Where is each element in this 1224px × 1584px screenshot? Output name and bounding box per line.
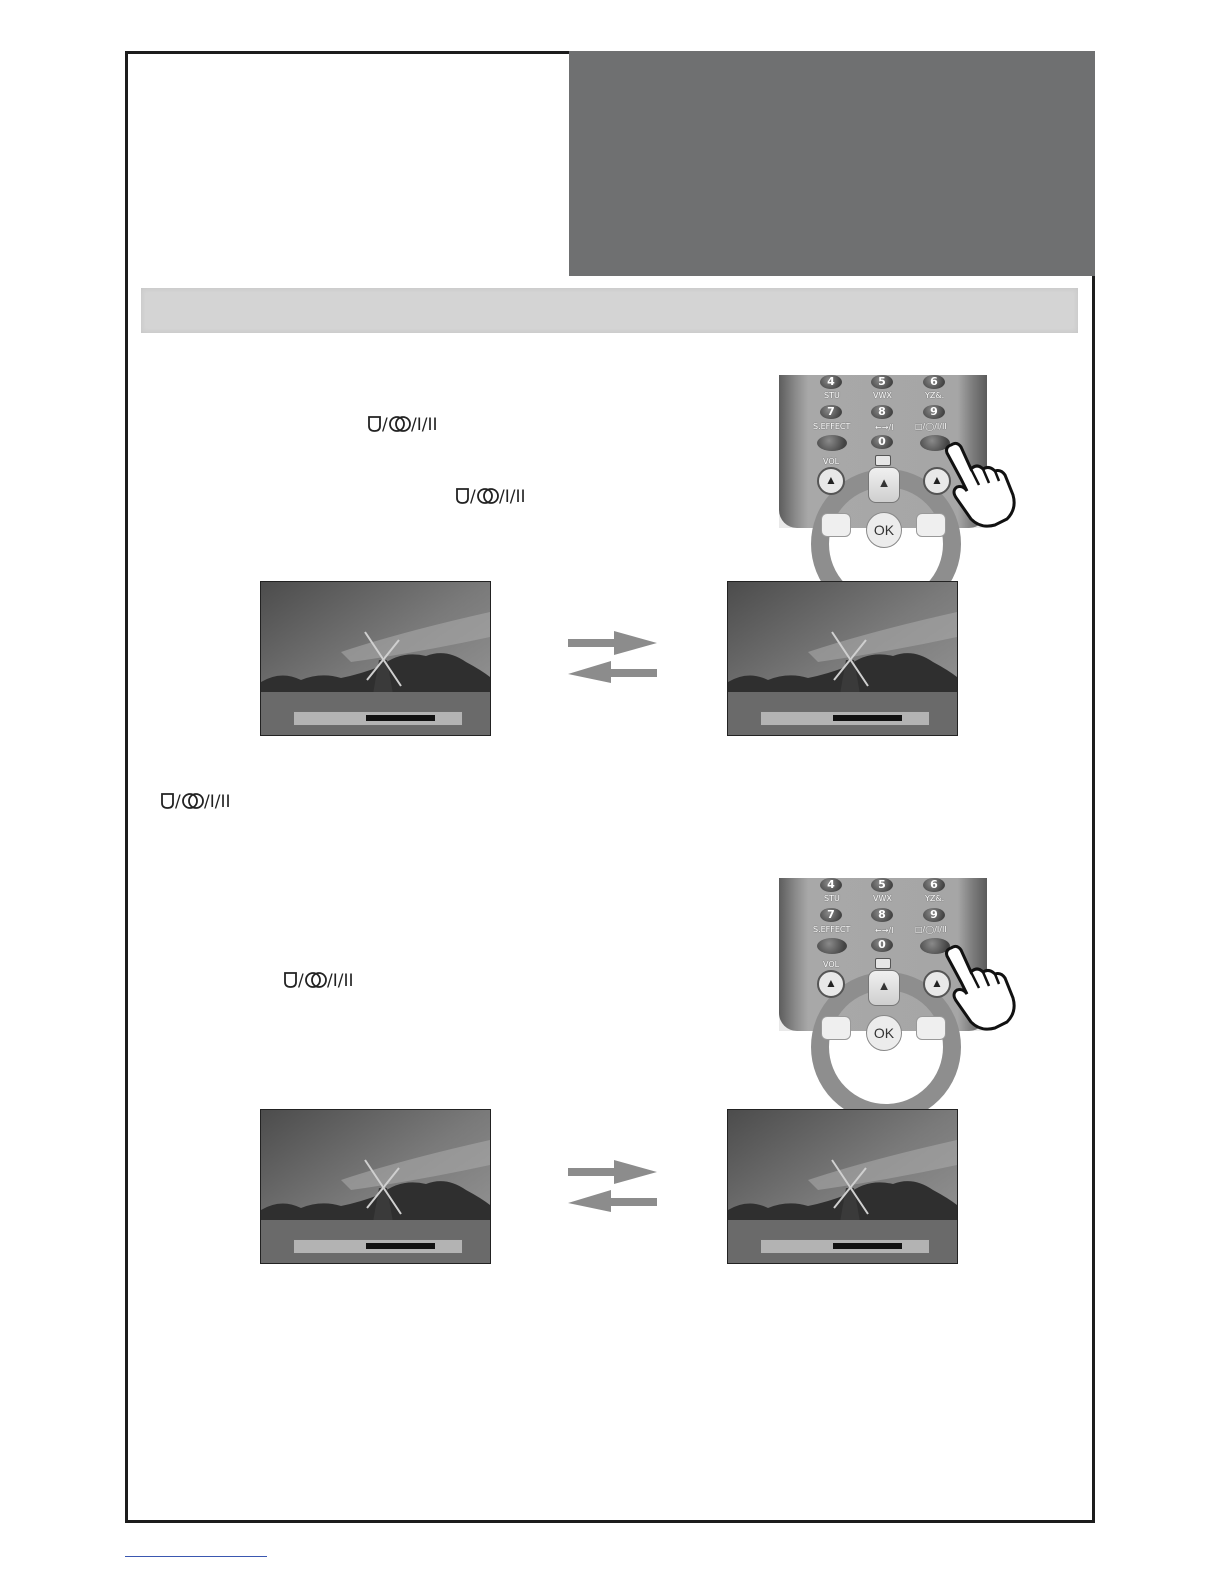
header-block [569,51,1095,276]
audio-mode-symbol [283,970,365,995]
key-8: 8 [871,908,893,922]
key-0: 0 [871,435,893,449]
channel-up-button: ▲ [868,970,900,1006]
tv-screen-left [260,1109,491,1264]
key-5: 5 [871,878,893,892]
osd-level [366,1243,435,1249]
key-7-label: S.EFFECT [813,422,851,431]
key-6-label: YZ&. [925,391,945,400]
key-4: 4 [820,878,842,892]
key-9-label: □/◯/I/II [915,925,947,934]
key-0: 0 [871,938,893,952]
s-effect-key [817,435,847,451]
svg-text:/I/II: /I/II [499,487,526,507]
key-6: 6 [923,878,945,892]
key-9: 9 [923,908,945,922]
vol-label: VOL [823,457,840,466]
nav-left-pad [821,513,851,537]
key-5-label: VWX [873,894,892,903]
tv-screen-right [727,581,958,736]
audio-mode-symbol [367,414,449,439]
key-6: 6 [923,375,945,389]
ok-button: OK [866,512,902,548]
vol-label: VOL [823,960,840,969]
key-4: 4 [820,375,842,389]
svg-text:/: / [470,487,476,507]
tv-screen-left [260,581,491,736]
channel-up-button: ▲ [868,467,900,503]
key-9-label: □/◯/I/II [915,422,947,431]
key-5-label: VWX [873,391,892,400]
teletext-icon [875,958,891,969]
osd-bar [760,711,930,726]
osd-level [833,715,902,721]
key-8-label: ←→/I [875,926,894,935]
pointing-hand-icon [937,942,1017,1032]
tv-screen-right [727,1109,958,1264]
key-4-label: STU [824,894,840,903]
osd-bar [760,1239,930,1254]
osd-level [366,715,435,721]
audio-mode-icon [160,791,242,811]
s-effect-key [817,938,847,954]
key-8: 8 [871,405,893,419]
key-9: 9 [923,405,945,419]
pointing-hand-icon [937,439,1017,529]
svg-text:/I/II: /I/II [327,971,354,991]
swap-arrows-icon [568,631,658,683]
audio-mode-icon [455,486,537,506]
audio-mode-symbol [455,486,537,511]
key-6-label: YZ&. [925,894,945,903]
vol-up-button: ▲ [817,467,845,495]
key-7: 7 [820,908,842,922]
osd-bar [293,711,463,726]
key-4-label: STU [824,391,840,400]
osd-level [833,1243,902,1249]
osd-bar [293,1239,463,1254]
svg-text:/: / [175,792,181,812]
swap-arrows-icon [568,1160,658,1212]
key-7-label: S.EFFECT [813,925,851,934]
nav-left-pad [821,1016,851,1040]
right-up-button: ▲ [923,970,951,998]
section-bar [141,288,1078,333]
audio-mode-icon [367,414,449,434]
vol-up-button: ▲ [817,970,845,998]
remote-control-illustration [779,375,987,538]
right-up-button: ▲ [923,467,951,495]
teletext-icon [875,455,891,466]
svg-text:/: / [382,415,388,435]
audio-mode-icon [283,970,365,990]
svg-text:/I/II: /I/II [204,792,231,812]
key-7: 7 [820,405,842,419]
svg-text:/I/II: /I/II [411,415,438,435]
svg-text:/: / [298,971,304,991]
ok-button: OK [866,1015,902,1051]
key-5: 5 [871,375,893,389]
audio-mode-symbol [160,791,242,816]
remote-control-illustration [779,878,987,1041]
key-8-label: ←→/I [875,423,894,432]
footer-rule [125,1556,267,1557]
